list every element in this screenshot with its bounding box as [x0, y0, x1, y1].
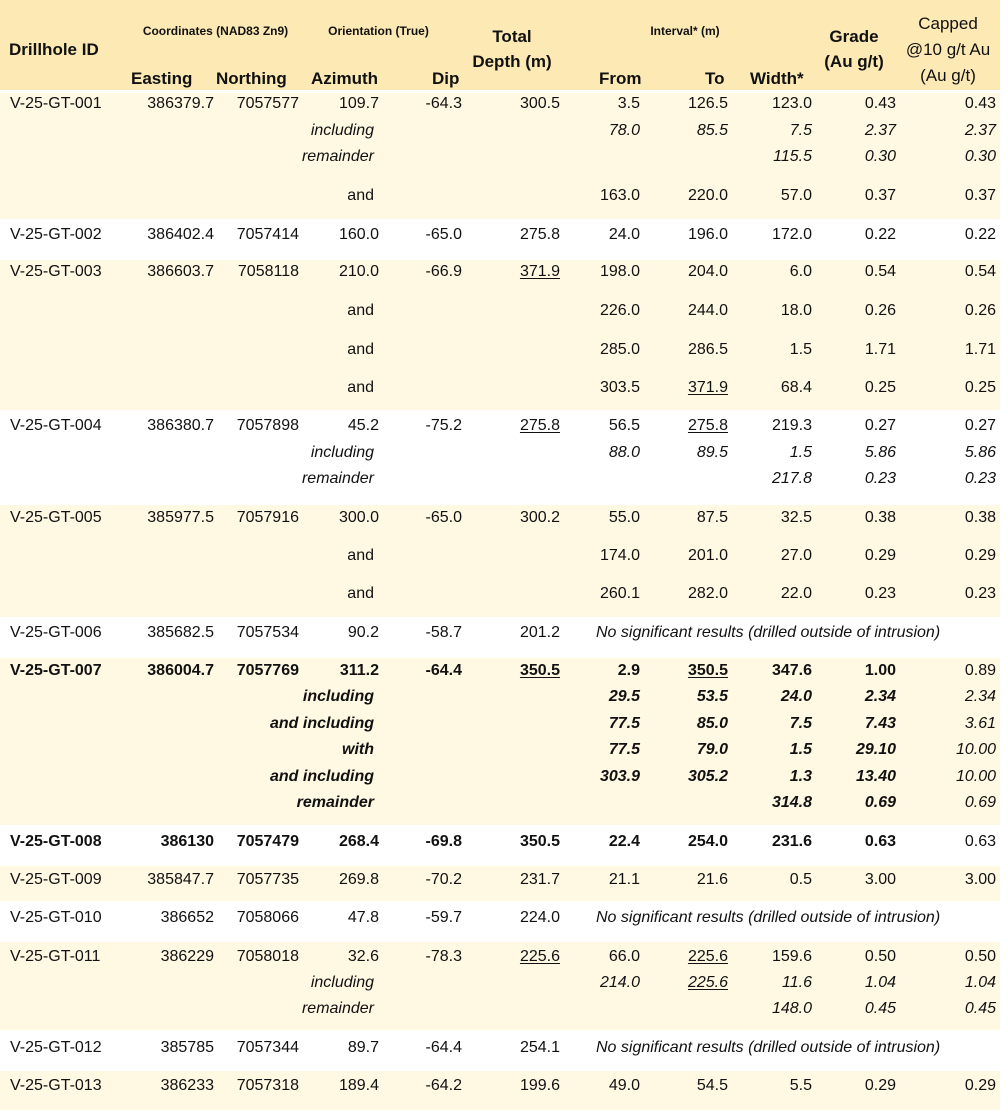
from-cell: 21.1 [608, 871, 640, 888]
capped-cell: 0.50 [964, 948, 996, 965]
id-cell: V-25-GT-009 [10, 871, 102, 888]
grade-cell: 0.63 [864, 833, 896, 850]
from-cell: 303.5 [599, 379, 640, 396]
easting-cell: 385682.5 [147, 624, 214, 641]
to-cell: 305.2 [687, 768, 728, 785]
grade-cell: 0.45 [864, 1000, 896, 1017]
capped-cell: 0.89 [964, 662, 996, 679]
id-cell: V-25-GT-002 [10, 226, 102, 243]
northing-cell: 7057344 [236, 1039, 299, 1056]
capped-cell: 0.45 [964, 1000, 996, 1017]
interval-label: remainder [301, 1000, 374, 1017]
dip-cell: -64.4 [425, 662, 462, 679]
depth-cell: 350.5 [519, 833, 560, 850]
grade-cell: 0.30 [864, 148, 896, 165]
azimuth-cell: 160.0 [338, 226, 379, 243]
northing-cell: 7058066 [236, 909, 299, 926]
interval-label: and [347, 341, 374, 358]
from-cell: 2.9 [617, 662, 640, 679]
grade-cell: 0.22 [864, 226, 896, 243]
grade-cell: 0.29 [864, 547, 896, 564]
from-cell: 55.0 [608, 509, 640, 526]
grade-cell: 0.54 [864, 263, 896, 280]
row-divider [0, 219, 1008, 222]
capped-header-line2: @10 g/t Au [905, 40, 991, 59]
easting-cell: 386229 [160, 948, 214, 965]
capped-cell: 10.00 [955, 741, 996, 758]
drillhole-id-header: Drillhole ID [9, 40, 99, 59]
dip-cell: -66.9 [425, 263, 462, 280]
width-cell: 6.0 [789, 263, 812, 280]
capped-cell: 3.61 [964, 715, 996, 732]
grade-cell: 0.50 [864, 948, 896, 965]
row-divider [0, 939, 1008, 942]
depth-cell: 231.7 [519, 871, 560, 888]
capped-cell: 0.26 [964, 302, 996, 319]
from-cell: 22.4 [608, 833, 640, 850]
total-depth-header-line1: Total [492, 27, 532, 46]
to-cell: 79.0 [696, 741, 728, 758]
no-results-note: No significant results (drilled outside of intrusion) [596, 1039, 941, 1056]
row-divider [0, 90, 1008, 93]
width-cell: 217.8 [771, 470, 812, 487]
width-cell: 57.0 [780, 187, 812, 204]
row-divider [0, 502, 1008, 505]
grade-header-line1: Grade [829, 27, 879, 46]
from-cell: 29.5 [608, 688, 640, 705]
row-divider [0, 825, 1008, 828]
width-cell: 18.0 [780, 302, 812, 319]
interval-label: and [347, 585, 374, 602]
capped-header-line3: (Au g/t) [920, 66, 976, 85]
northing-cell: 7057479 [236, 833, 299, 850]
northing-cell: 7057534 [236, 624, 299, 641]
to-cell: 126.5 [687, 95, 728, 112]
azimuth-cell: 210.0 [338, 263, 379, 280]
to-cell: 53.5 [696, 688, 728, 705]
northing-cell: 7057898 [236, 417, 299, 434]
from-cell: 77.5 [608, 741, 640, 758]
from-cell: 226.0 [599, 302, 640, 319]
interval-label: including [310, 122, 374, 139]
easting-cell: 385847.7 [147, 871, 214, 888]
from-cell: 56.5 [608, 417, 640, 434]
grade-cell: 1.00 [864, 662, 896, 679]
capped-header-line1: Capped [918, 14, 978, 33]
id-cell: V-25-GT-010 [10, 909, 102, 926]
grade-cell: 29.10 [855, 741, 896, 758]
coordinates-group-header: Coordinates (NAD83 Zn9) [142, 24, 289, 38]
grade-cell: 1.71 [864, 341, 896, 358]
capped-cell: 5.86 [964, 444, 996, 461]
northing-cell: 7057414 [236, 226, 299, 243]
depth-cell: 275.8 [519, 226, 560, 243]
grade-cell: 0.37 [864, 187, 896, 204]
grade-cell: 7.43 [864, 715, 896, 732]
to-cell: 220.0 [687, 187, 728, 204]
dip-cell: -64.3 [425, 95, 462, 112]
dip-cell: -64.4 [425, 1039, 462, 1056]
dip-cell: -65.0 [425, 226, 462, 243]
from-cell: 198.0 [599, 263, 640, 280]
to-cell: 371.9 [687, 379, 728, 396]
to-cell: 244.0 [687, 302, 728, 319]
id-cell: V-25-GT-011 [10, 948, 101, 965]
id-cell: V-25-GT-001 [10, 95, 102, 112]
depth-cell: 350.5 [519, 662, 560, 679]
grade-cell: 0.23 [864, 470, 896, 487]
northing-cell: 7057735 [236, 871, 299, 888]
width-cell: 24.0 [780, 688, 812, 705]
width-cell: 172.0 [771, 226, 812, 243]
depth-cell: 300.2 [519, 509, 560, 526]
id-cell: V-25-GT-008 [10, 833, 102, 850]
dip-cell: -58.7 [425, 624, 462, 641]
easting-cell: 386652 [160, 909, 214, 926]
capped-cell: 0.27 [964, 417, 996, 434]
grade-cell: 0.29 [864, 1077, 896, 1094]
azimuth-cell: 269.8 [338, 871, 379, 888]
id-cell: V-25-GT-005 [10, 509, 102, 526]
from-cell: 88.0 [608, 444, 640, 461]
grade-cell: 0.26 [864, 302, 896, 319]
width-cell: 159.6 [771, 948, 812, 965]
northing-header: Northing [216, 69, 287, 88]
interval-label: remainder [301, 148, 374, 165]
capped-cell: 2.34 [964, 688, 996, 705]
grade-cell: 0.27 [864, 417, 896, 434]
total-depth-header-line2: Depth (m) [472, 52, 552, 71]
to-header: To [705, 69, 725, 88]
azimuth-cell: 32.6 [347, 948, 379, 965]
easting-header: Easting [131, 69, 193, 88]
northing-cell: 7058118 [237, 263, 299, 280]
interval-label: remainder [301, 470, 374, 487]
row-divider [0, 863, 1008, 866]
depth-cell: 254.1 [519, 1039, 560, 1056]
from-cell: 24.0 [608, 226, 640, 243]
azimuth-cell: 311.2 [339, 662, 379, 679]
depth-cell: 224.0 [519, 909, 560, 926]
azimuth-cell: 90.2 [347, 624, 379, 641]
from-header: From [599, 69, 642, 88]
from-cell: 285.0 [599, 341, 640, 358]
grade-cell: 13.40 [855, 768, 896, 785]
row-divider [0, 1030, 1008, 1033]
interval-label: and including [270, 768, 374, 785]
width-header: Width* [750, 69, 804, 88]
width-cell: 314.8 [771, 794, 812, 811]
width-cell: 27.0 [780, 547, 812, 564]
width-cell: 1.5 [789, 341, 812, 358]
interval-label: including [302, 688, 374, 705]
id-cell: V-25-GT-004 [10, 417, 102, 434]
grade-header-line2: (Au g/t) [824, 52, 884, 71]
width-cell: 219.3 [771, 417, 812, 434]
azimuth-cell: 109.7 [338, 95, 379, 112]
grade-cell: 0.43 [864, 95, 896, 112]
capped-cell: 1.04 [964, 974, 996, 991]
easting-cell: 386402.4 [147, 226, 214, 243]
width-cell: 1.3 [789, 768, 812, 785]
from-cell: 174.0 [599, 547, 640, 564]
width-cell: 7.5 [789, 715, 812, 732]
width-cell: 0.5 [789, 871, 812, 888]
azimuth-cell: 268.4 [338, 833, 379, 850]
to-cell: 85.0 [696, 715, 728, 732]
id-cell: V-25-GT-013 [10, 1077, 102, 1094]
easting-cell: 385785 [160, 1039, 214, 1056]
depth-cell: 275.8 [519, 417, 560, 434]
to-cell: 225.6 [687, 948, 728, 965]
to-cell: 85.5 [696, 122, 728, 139]
dip-cell: -65.0 [425, 509, 462, 526]
width-cell: 22.0 [780, 585, 812, 602]
capped-cell: 0.54 [964, 263, 996, 280]
width-cell: 148.0 [771, 1000, 812, 1017]
from-cell: 303.9 [599, 768, 640, 785]
interval-label: and [347, 547, 374, 564]
dip-cell: -59.7 [425, 909, 462, 926]
to-cell: 282.0 [687, 585, 728, 602]
row-divider [0, 617, 1008, 620]
dip-cell: -70.2 [425, 871, 462, 888]
northing-cell: 7057916 [236, 509, 299, 526]
easting-cell: 386004.7 [147, 662, 214, 679]
easting-cell: 386130 [160, 833, 214, 850]
row-divider [0, 655, 1008, 658]
width-cell: 11.6 [782, 974, 812, 991]
row-divider [0, 257, 1008, 260]
azimuth-cell: 45.2 [347, 417, 379, 434]
depth-cell: 225.6 [519, 948, 560, 965]
width-cell: 123.0 [771, 95, 812, 112]
id-cell: V-25-GT-006 [10, 624, 102, 641]
interval-label: and [347, 302, 374, 319]
azimuth-cell: 189.4 [338, 1077, 379, 1094]
to-cell: 201.0 [687, 547, 728, 564]
from-cell: 66.0 [608, 948, 640, 965]
from-cell: 214.0 [599, 974, 640, 991]
dip-cell: -69.8 [425, 833, 462, 850]
width-cell: 1.5 [789, 444, 812, 461]
from-cell: 163.0 [599, 187, 640, 204]
from-cell: 49.0 [608, 1077, 640, 1094]
azimuth-cell: 300.0 [338, 509, 379, 526]
from-cell: 77.5 [608, 715, 640, 732]
orientation-group-header: Orientation (True) [328, 24, 429, 38]
to-cell: 286.5 [687, 341, 728, 358]
width-cell: 1.5 [789, 741, 812, 758]
grade-cell: 5.86 [864, 444, 896, 461]
to-cell: 225.6 [687, 974, 728, 991]
no-results-note: No significant results (drilled outside of intrusion) [596, 624, 941, 641]
row-divider [0, 410, 1008, 413]
to-cell: 350.5 [687, 662, 728, 679]
capped-cell: 2.37 [964, 122, 996, 139]
interval-label: and [347, 379, 374, 396]
depth-cell: 371.9 [519, 263, 560, 280]
interval-label: and [347, 187, 374, 204]
row-divider [0, 1068, 1008, 1071]
easting-cell: 386233 [160, 1077, 214, 1094]
capped-cell: 0.37 [964, 187, 996, 204]
depth-cell: 300.5 [519, 95, 560, 112]
id-cell: V-25-GT-007 [10, 662, 102, 679]
id-cell: V-25-GT-003 [10, 263, 102, 280]
width-cell: 7.5 [789, 122, 812, 139]
capped-cell: 0.63 [964, 833, 996, 850]
no-results-note: No significant results (drilled outside of intrusion) [596, 909, 941, 926]
dip-cell: -75.2 [425, 417, 462, 434]
grade-cell: 0.38 [864, 509, 896, 526]
capped-cell: 0.29 [964, 547, 996, 564]
northing-cell: 7057577 [236, 95, 299, 112]
dip-cell: -78.3 [425, 948, 462, 965]
capped-cell: 0.30 [964, 148, 996, 165]
azimuth-cell: 89.7 [347, 1039, 379, 1056]
interval-label: including [310, 444, 374, 461]
interval-label: including [310, 974, 374, 991]
capped-cell: 0.38 [964, 509, 996, 526]
capped-cell: 0.69 [964, 794, 996, 811]
dip-header: Dip [432, 69, 460, 88]
grade-cell: 0.69 [864, 794, 896, 811]
easting-cell: 386380.7 [147, 417, 214, 434]
depth-cell: 201.2 [519, 624, 560, 641]
grade-cell: 2.34 [864, 688, 896, 705]
capped-cell: 3.00 [964, 871, 996, 888]
capped-cell: 0.23 [964, 470, 996, 487]
depth-cell: 199.6 [519, 1077, 560, 1094]
grade-cell: 0.25 [864, 379, 896, 396]
easting-cell: 386379.7 [147, 95, 214, 112]
from-cell: 3.5 [617, 95, 640, 112]
from-cell: 78.0 [608, 122, 640, 139]
to-cell: 275.8 [687, 417, 728, 434]
capped-cell: 0.43 [964, 95, 996, 112]
northing-cell: 7058018 [236, 948, 299, 965]
grade-cell: 3.00 [864, 871, 896, 888]
interval-group-header: Interval* (m) [650, 24, 720, 38]
azimuth-header: Azimuth [311, 69, 379, 88]
grade-cell: 1.04 [864, 974, 896, 991]
width-cell: 115.5 [773, 148, 812, 165]
interval-label: remainder [296, 794, 374, 811]
capped-cell: 0.23 [964, 585, 996, 602]
width-cell: 32.5 [780, 509, 812, 526]
width-cell: 347.6 [771, 662, 812, 679]
northing-cell: 7057318 [236, 1077, 299, 1094]
id-cell: V-25-GT-012 [10, 1039, 102, 1056]
row-divider [0, 901, 1008, 904]
to-cell: 204.0 [687, 263, 728, 280]
interval-label: with [342, 741, 374, 758]
capped-cell: 10.00 [955, 768, 996, 785]
easting-cell: 386603.7 [147, 263, 214, 280]
easting-cell: 385977.5 [147, 509, 214, 526]
width-cell: 68.4 [780, 379, 812, 396]
azimuth-cell: 47.8 [347, 909, 379, 926]
capped-cell: 0.25 [964, 379, 996, 396]
interval-label: and including [270, 715, 374, 732]
grade-cell: 0.23 [864, 585, 896, 602]
northing-cell: 7057769 [236, 662, 299, 679]
width-cell: 5.5 [789, 1077, 812, 1094]
to-cell: 254.0 [687, 833, 728, 850]
capped-cell: 1.71 [964, 341, 996, 358]
to-cell: 54.5 [696, 1077, 728, 1094]
width-cell: 231.6 [771, 833, 812, 850]
to-cell: 196.0 [687, 226, 728, 243]
table-header [0, 0, 1000, 91]
to-cell: 87.5 [696, 509, 728, 526]
grade-cell: 2.37 [864, 122, 896, 139]
from-cell: 260.1 [599, 585, 640, 602]
capped-cell: 0.29 [964, 1077, 996, 1094]
to-cell: 21.6 [696, 871, 728, 888]
dip-cell: -64.2 [425, 1077, 462, 1094]
capped-cell: 0.22 [964, 226, 996, 243]
to-cell: 89.5 [696, 444, 728, 461]
